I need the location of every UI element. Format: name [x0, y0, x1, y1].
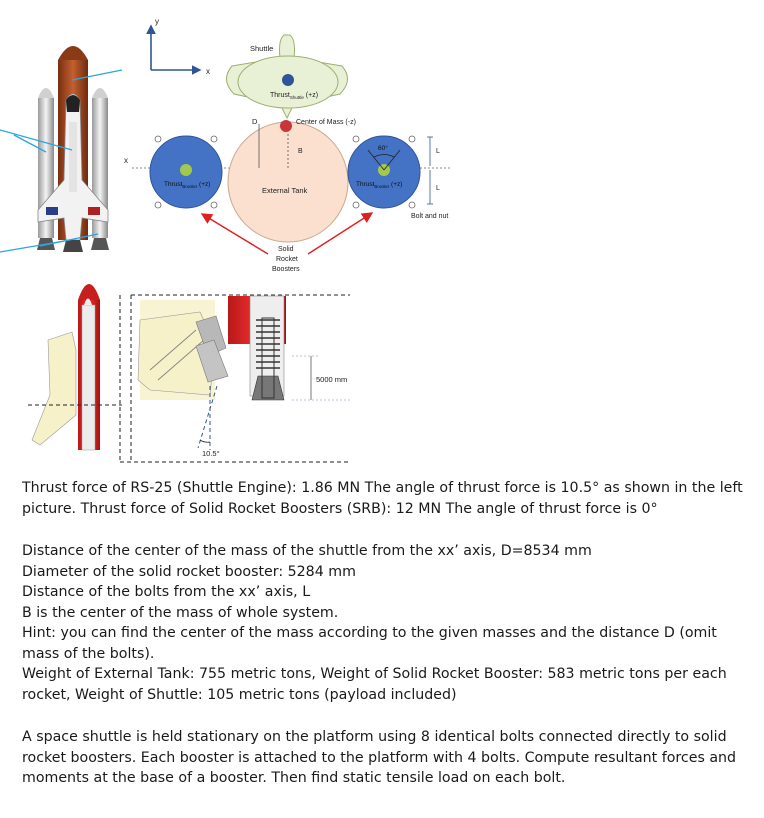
problem-task: A space shuttle is held stationary on the platform using 8 identical bolts connected directly to solid rocket boosters. Each booster is attached to the platform with 4 bolts. Compute resultant forces and moments at the base of a booster. Then find static tensile load on each bolt. [22, 729, 737, 786]
problem-statement [22, 478, 752, 789]
shuttle-thrust-point [282, 74, 294, 86]
srb-label-line1: Solid [278, 246, 294, 253]
y-axis-label: y [155, 17, 159, 26]
center-of-mass-point [280, 120, 292, 132]
bolt-left-2 [211, 136, 217, 142]
thrust-shuttle-label: Thrust$_{Shuttle}$ (+z) [270, 92, 319, 100]
angle-105-label: 10.5° [202, 449, 220, 458]
problem-thrust-paragraph: Thrust force of RS-25 (Shuttle Engine): 1.86 MN The angle of thrust force is 10.5° as shown in the left picture. Thrust force of Solid Rocket Boosters (SRB): 12 MN The angle of thrust force is 0° [22, 480, 743, 517]
angle-60-label: 60° [378, 145, 388, 152]
right-booster-thrust-label: Thrust$_{Booster}$ (+z) [356, 181, 403, 189]
shuttle-label: Shuttle [250, 44, 274, 53]
side-view-small [22, 282, 122, 462]
srb-label-line2: Rocket [276, 256, 298, 263]
srb-label-line3: Boosters [272, 266, 300, 273]
bolt-and-nut-label: Bolt and nut [411, 213, 449, 220]
bolt-left-1 [155, 136, 161, 142]
problem-center-b: B is the center of the mass of whole system. [22, 604, 339, 621]
bolt-right-4 [409, 202, 415, 208]
b-label: B [298, 148, 303, 155]
bolt-right-3 [353, 202, 359, 208]
l-bottom-label: L [436, 185, 440, 192]
bolt-right-2 [409, 136, 415, 142]
external-tank-label: External Tank [262, 186, 308, 195]
x-left-label: x [124, 156, 128, 165]
problem-hint: Hint: you can find the center of the mass according to the given masses and the distance D (omit mass of the bolts). [22, 625, 717, 662]
center-of-mass-label: Center of Mass (-z) [296, 119, 356, 126]
bolt-right-1 [353, 136, 359, 142]
left-booster-thrust-point [180, 164, 192, 176]
bolt-left-3 [155, 202, 161, 208]
problem-distance-l: Distance of the bolts from the xx’ axis, L [22, 584, 311, 600]
dimension-5000-label: 5000 mm [316, 375, 348, 384]
l-top-label: L [436, 148, 440, 155]
side-view-zoomed [138, 296, 350, 458]
x-axis-label: x [206, 67, 210, 76]
bolt-left-4 [211, 202, 217, 208]
problem-weights: Weight of External Tank: 755 metric tons, Weight of Solid Rocket Booster: 583 metric tons per each rocket, Weight of Shuttle: 105 metric tons (payload included) [22, 666, 727, 703]
d-label: D [252, 117, 258, 126]
problem-diameter: Diameter of the solid rocket booster: 5284 mm [22, 563, 356, 580]
shuttle-stack-illustration [0, 0, 128, 262]
problem-distance-d: Distance of the center of the mass of the shuttle from the xx’ axis, D=8534 mm [22, 543, 592, 559]
top-view-diagram [124, 17, 452, 273]
left-booster-thrust-label: Thrust$_{Booster}$ (+z) [164, 181, 211, 189]
